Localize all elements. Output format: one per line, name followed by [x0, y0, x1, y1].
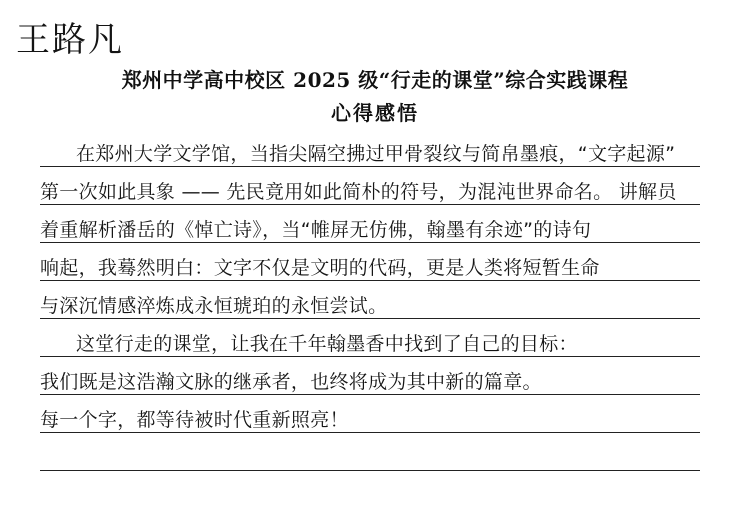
handwritten-line-6: 这堂行走的课堂，让我在千年翰墨香中找到了自己的目标： [76, 333, 578, 355]
handwritten-line-5: 与深沉情感淬炼成永恒琥珀的永恒尝试。 [40, 295, 388, 317]
ruled-line [40, 394, 700, 395]
ruled-line [40, 318, 700, 319]
ruled-line [40, 242, 700, 243]
ruled-line [40, 204, 700, 205]
ruled-line [40, 356, 700, 357]
handwritten-line-8: 每一个字，都等待被时代重新照亮！ [40, 409, 349, 431]
document-subtitle: 心得感悟 [331, 101, 419, 125]
handwritten-line-1: 在郑州大学文学馆，当指尖隔空拂过甲骨裂纹与简帛墨痕，“文字起源” [76, 143, 676, 165]
ruled-line [40, 280, 700, 281]
handwritten-line-3: 着重解析潘岳的《悼亡诗》，当“帷屏无仿佛，翰墨有余迹”的诗句 [40, 219, 592, 241]
ruled-line [40, 470, 700, 471]
handwritten-line-2: 第一次如此具象 —— 先民竟用如此简朴的符号，为混沌世界命名。 讲解员 [40, 181, 677, 203]
document-title: 郑州中学高中校区 2025 级“行走的课堂”综合实践课程 [121, 68, 629, 92]
author-name: 王路凡 [16, 20, 124, 60]
handwritten-line-4: 响起，我蓦然明白：文字不仅是文明的代码，更是人类将短暂生命 [40, 257, 600, 279]
ruled-line [40, 166, 700, 167]
ruled-line [40, 432, 700, 433]
handwritten-line-7: 我们既是这浩瀚文脉的继承者，也终将成为其中新的篇章。 [40, 371, 542, 393]
